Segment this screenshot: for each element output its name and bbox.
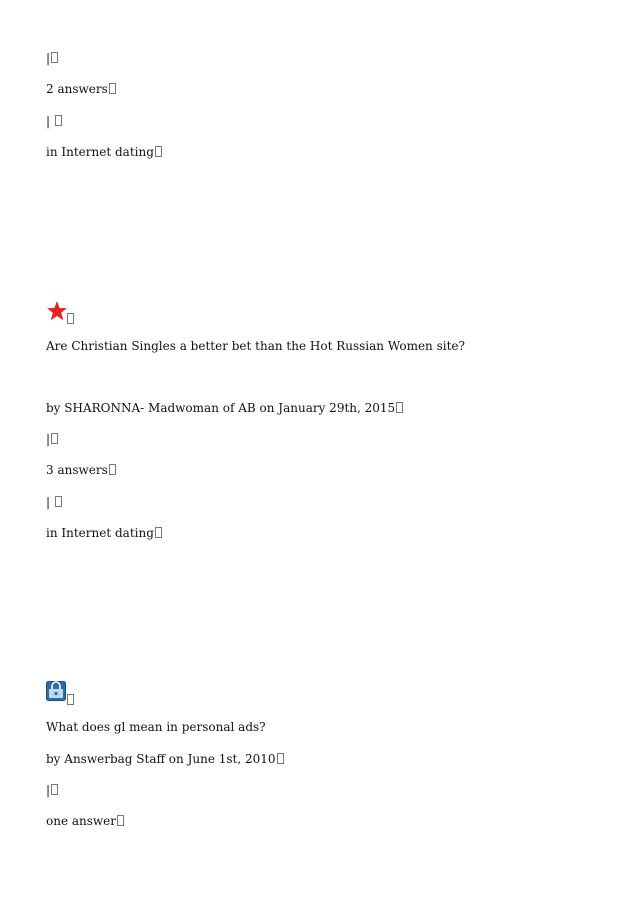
question-byline: by Answerbag Staff on June 1st, 2010 [46,752,284,766]
separator-pipe: | [46,114,62,128]
missing-glyph-box [109,83,116,94]
missing-glyph-box [396,402,403,413]
answer-count-link[interactable]: one answer [46,814,124,828]
question-byline: by SHARONNA- Madwoman of AB on January 29th, 2015 [46,401,403,415]
missing-glyph-box [55,115,62,126]
separator-pipe: | [46,432,58,446]
missing-glyph-box [51,433,58,444]
missing-glyph-box [67,694,74,705]
missing-glyph-box [277,753,284,764]
question-icon-row [46,681,86,705]
missing-glyph-box [55,496,62,507]
question-title-link[interactable]: Are Christian Singles a better bet than the Hot Russian Women site? [46,339,465,353]
separator-pipe: | [46,51,58,65]
answer-count-link[interactable]: 2 answers [46,82,116,96]
separator-pipe: | [46,495,62,509]
answerbag-staff-badge-icon [46,681,66,701]
question-title-link[interactable]: What does gl mean in personal ads? [46,720,266,734]
missing-glyph-box [155,146,162,157]
category-link[interactable]: in Internet dating [46,526,162,540]
missing-glyph-box [109,464,116,475]
answer-count-link[interactable]: 3 answers [46,463,116,477]
missing-glyph-box [155,527,162,538]
missing-glyph-box [117,815,124,826]
missing-glyph-box [67,313,74,324]
category-link[interactable]: in Internet dating [46,145,162,159]
missing-glyph-box [51,52,58,63]
question-icon-row [46,300,86,324]
missing-glyph-box [51,784,58,795]
red-star-icon [46,300,68,322]
separator-pipe: | [46,783,58,797]
